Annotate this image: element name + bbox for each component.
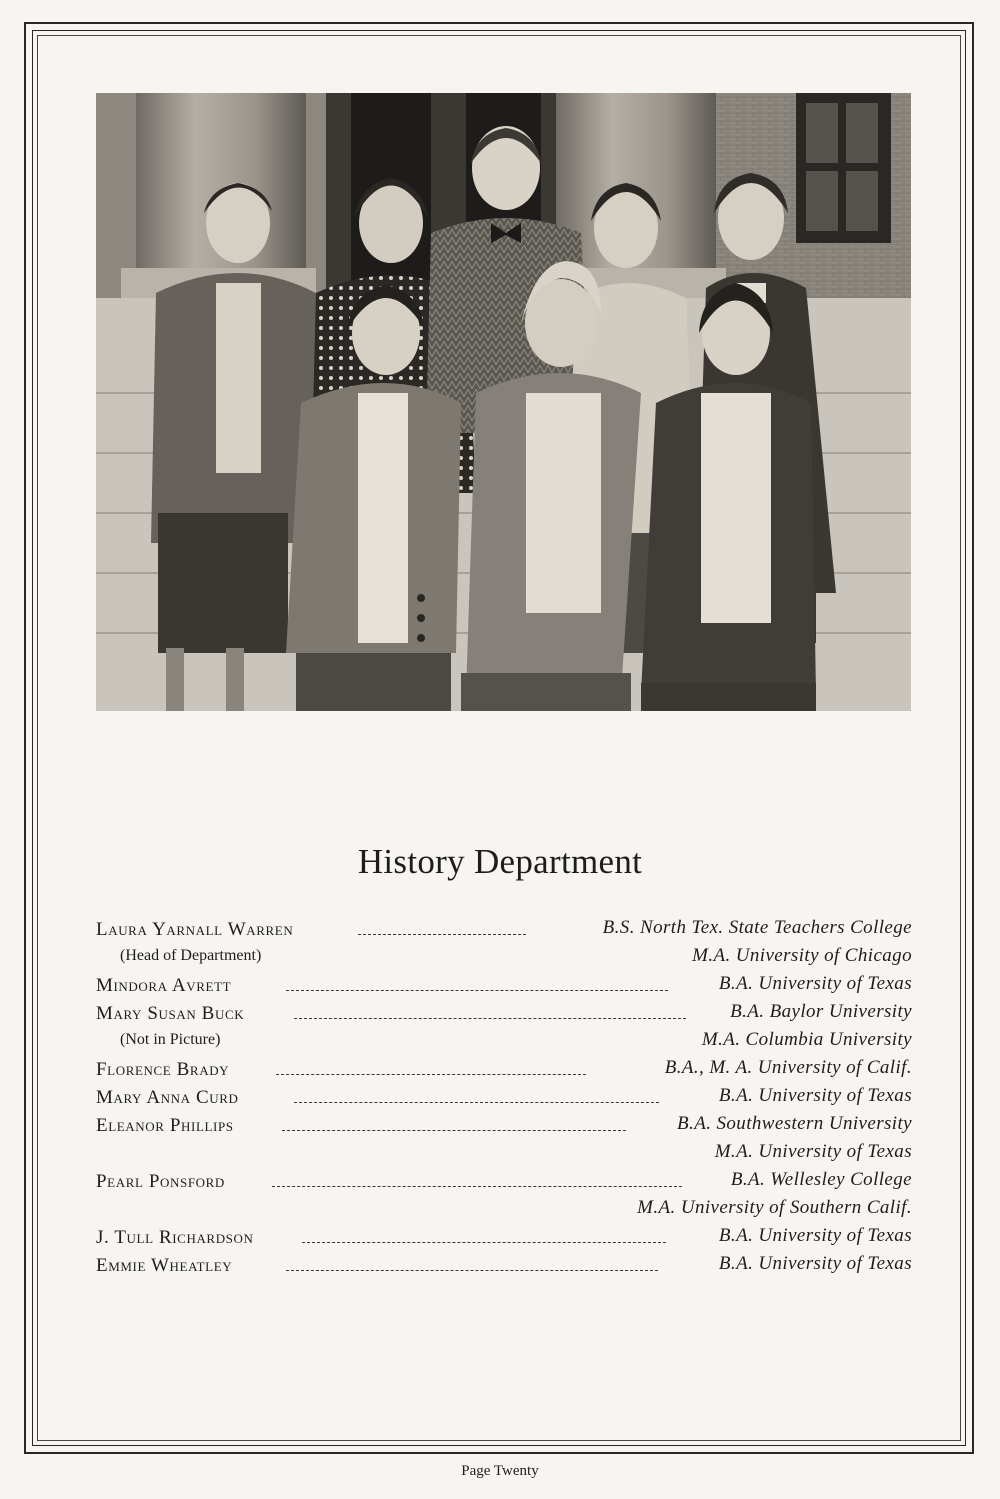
leader-dots <box>302 1242 666 1243</box>
roster-row <box>96 1169 912 1197</box>
faculty-name: Mary Anna Curd <box>96 1087 239 1108</box>
roster-row <box>96 973 912 1001</box>
faculty-degree: M.A. University of Southern Calif. <box>637 1197 912 1218</box>
faculty-degree: B.A., M. A. University of Calif. <box>664 1057 912 1078</box>
leader-dots <box>286 1270 658 1271</box>
roster-row <box>96 1113 912 1141</box>
page-number: Page Twenty <box>461 1463 539 1479</box>
faculty-group-photo <box>96 93 911 711</box>
faculty-name: Pearl Ponsford <box>96 1171 225 1192</box>
roster-row <box>96 1085 912 1113</box>
roster-row <box>96 1225 912 1253</box>
leader-dots <box>282 1130 626 1131</box>
faculty-degree: M.A. Columbia University <box>701 1029 912 1050</box>
roster-row <box>96 1029 912 1057</box>
faculty-degree: B.S. North Tex. State Teachers College <box>602 917 912 938</box>
faculty-degree: B.A. Wellesley College <box>730 1169 912 1190</box>
faculty-name: J. Tull Richardson <box>96 1227 254 1248</box>
leader-dots <box>358 934 526 935</box>
leader-dots <box>294 1018 686 1019</box>
faculty-name: Mary Susan Buck <box>96 1003 245 1024</box>
leader-dots <box>286 990 668 991</box>
roster-row <box>96 1197 912 1225</box>
page-title: History Department <box>357 842 643 881</box>
leader-dots <box>276 1074 586 1075</box>
faculty-degree: B.A. University of Texas <box>718 1085 912 1106</box>
faculty-name: Eleanor Phillips <box>96 1115 234 1136</box>
leader-dots <box>272 1186 682 1187</box>
faculty-degree: B.A. University of Texas <box>718 1225 912 1246</box>
faculty-note: (Not in Picture) <box>120 1031 221 1048</box>
leader-dots <box>294 1102 659 1103</box>
faculty-degree: B.A. University of Texas <box>718 1253 912 1274</box>
faculty-degree: B.A. University of Texas <box>718 973 912 994</box>
faculty-note: (Head of Department) <box>120 947 262 964</box>
faculty-roster <box>96 917 912 1281</box>
roster-row <box>96 1253 912 1281</box>
faculty-name: Emmie Wheatley <box>96 1255 233 1276</box>
roster-row <box>96 945 912 973</box>
faculty-name: Florence Brady <box>96 1059 230 1080</box>
roster-row <box>96 917 912 945</box>
faculty-degree: B.A. Southwestern University <box>677 1113 912 1134</box>
faculty-degree: M.A. University of Chicago <box>692 945 912 966</box>
faculty-degree: M.A. University of Texas <box>714 1141 912 1162</box>
faculty-degree: B.A. Baylor University <box>730 1001 912 1022</box>
faculty-name: Mindora Avrett <box>96 975 232 996</box>
roster-row <box>96 1141 912 1169</box>
roster-row <box>96 1001 912 1029</box>
faculty-name: Laura Yarnall Warren <box>96 919 294 940</box>
roster-row <box>96 1057 912 1085</box>
